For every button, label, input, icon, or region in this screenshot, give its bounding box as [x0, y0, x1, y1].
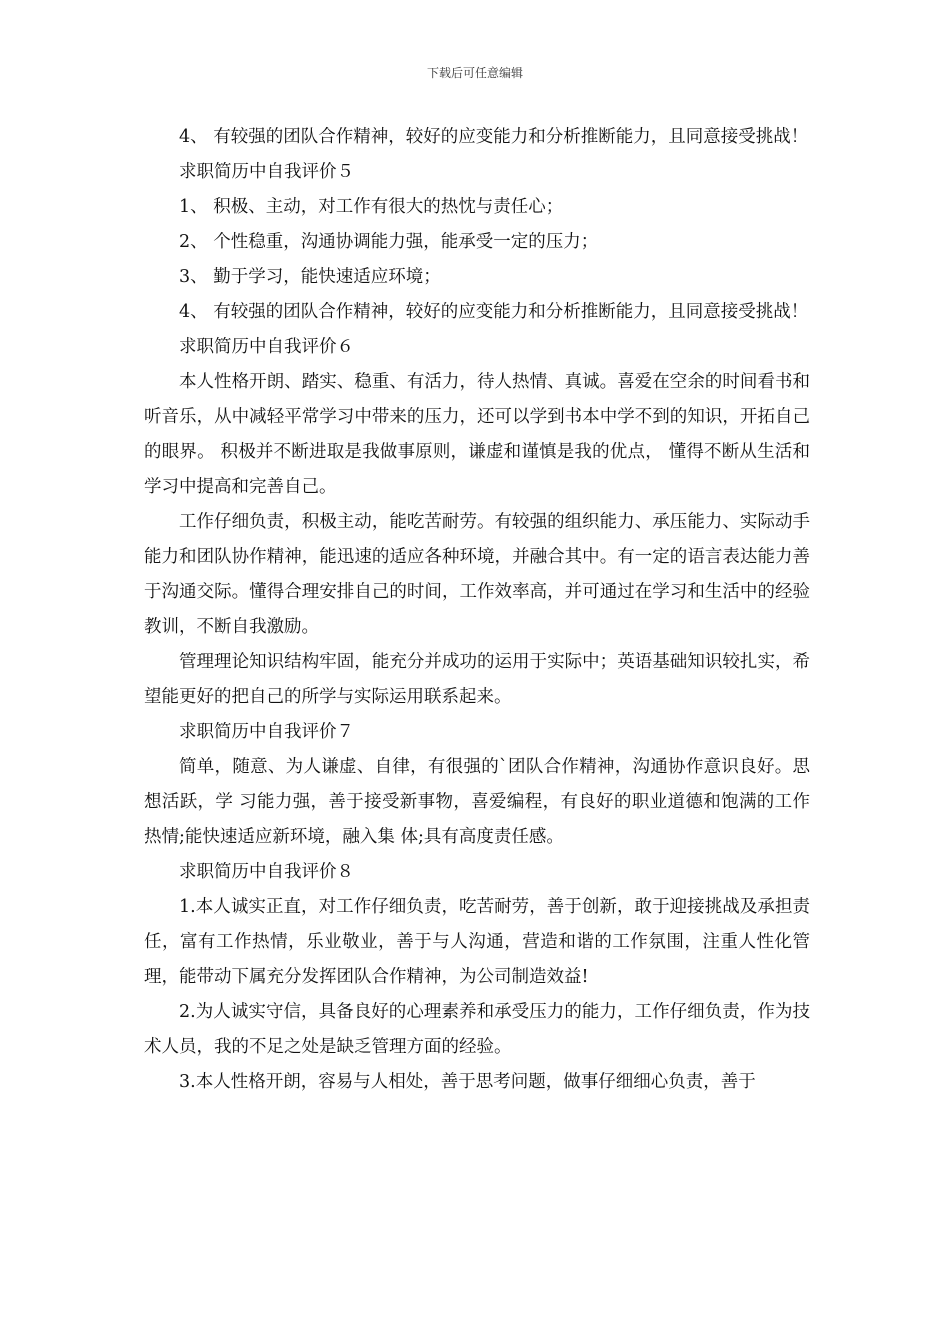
paragraph: 1.本人诚实正直，对工作仔细负责，吃苦耐劳，善于创新，敢于迎接挑战及承担责任，富有工作热情，乐业敬业，善于与人沟通，营造和谐的工作氛围，注重人性化管理，能带动下属充分发挥团队合作精神，为公司制造效益!: [144, 897, 810, 987]
paragraph: 简单，随意、为人谦虚、自律，有很强的`团队合作精神，沟通协作意识良好。思想活跃，学 习能力强，善于接受新事物，喜爱编程，有良好的职业道德和饱满的工作热情;能快速适应新环境，融入集 体;具有高度责任感。: [144, 757, 810, 847]
section-heading: 求职简历中自我评价８: [179, 862, 354, 882]
document-body: [144, 120, 810, 1100]
paragraph: 3.本人性格开朗，容易与人相处，善于思考问题，做事仔细细心负责，善于: [179, 1072, 756, 1092]
paragraph: 2.为人诚实守信，具备良好的心理素养和承受压力的能力，工作仔细负责，作为技术人员，我的不足之处是缺乏管理方面的经验。: [144, 1002, 810, 1057]
list-item: 3、 勤于学习，能快速适应环境；: [179, 267, 441, 287]
section-heading: 求职简历中自我评价６: [179, 337, 354, 357]
paragraph: 本人性格开朗、踏实、稳重、有活力，待人热情、真诚。喜爱在空余的时间看书和听音乐，从中减轻平常学习中带来的压力，还可以学到书本中学不到的知识，开拓自己的眼界。 积极并不断进取是我做事原则，谦虚和谨慎是我的优点， 懂得不断从生活和学习中提高和完善自己。: [144, 372, 810, 497]
list-item: 2、 个性稳重，沟通协调能力强，能承受一定的压力；: [179, 232, 599, 252]
paragraph: 工作仔细负责，积极主动，能吃苦耐劳。有较强的组织能力、承压能力、实际动手能力和团队协作精神，能迅速的适应各种环境，并融合其中。有一定的语言表达能力善于沟通交际。懂得合理安排自己的时间，工作效率高，并可通过在学习和生活中的经验教训，不断自我激励。: [144, 512, 810, 637]
list-item: 1、 积极、主动，对工作有很大的热忱与责任心；: [179, 197, 564, 217]
paragraph: 管理理论知识结构牢固，能充分并成功的运用于实际中；英语基础知识较扎实，希望能更好的把自己的所学与实际运用联系起来。: [144, 652, 810, 707]
section-heading: 求职简历中自我评价５: [179, 162, 354, 182]
paragraph: 4、 有较强的团队合作精神，较好的应变能力和分析推断能力，且同意接受挑战！: [179, 127, 809, 147]
list-item: 4、 有较强的团队合作精神，较好的应变能力和分析推断能力，且同意接受挑战！: [179, 302, 809, 322]
page-header: 下载后可任意编辑: [426, 66, 523, 80]
section-heading: 求职简历中自我评价７: [179, 722, 354, 742]
